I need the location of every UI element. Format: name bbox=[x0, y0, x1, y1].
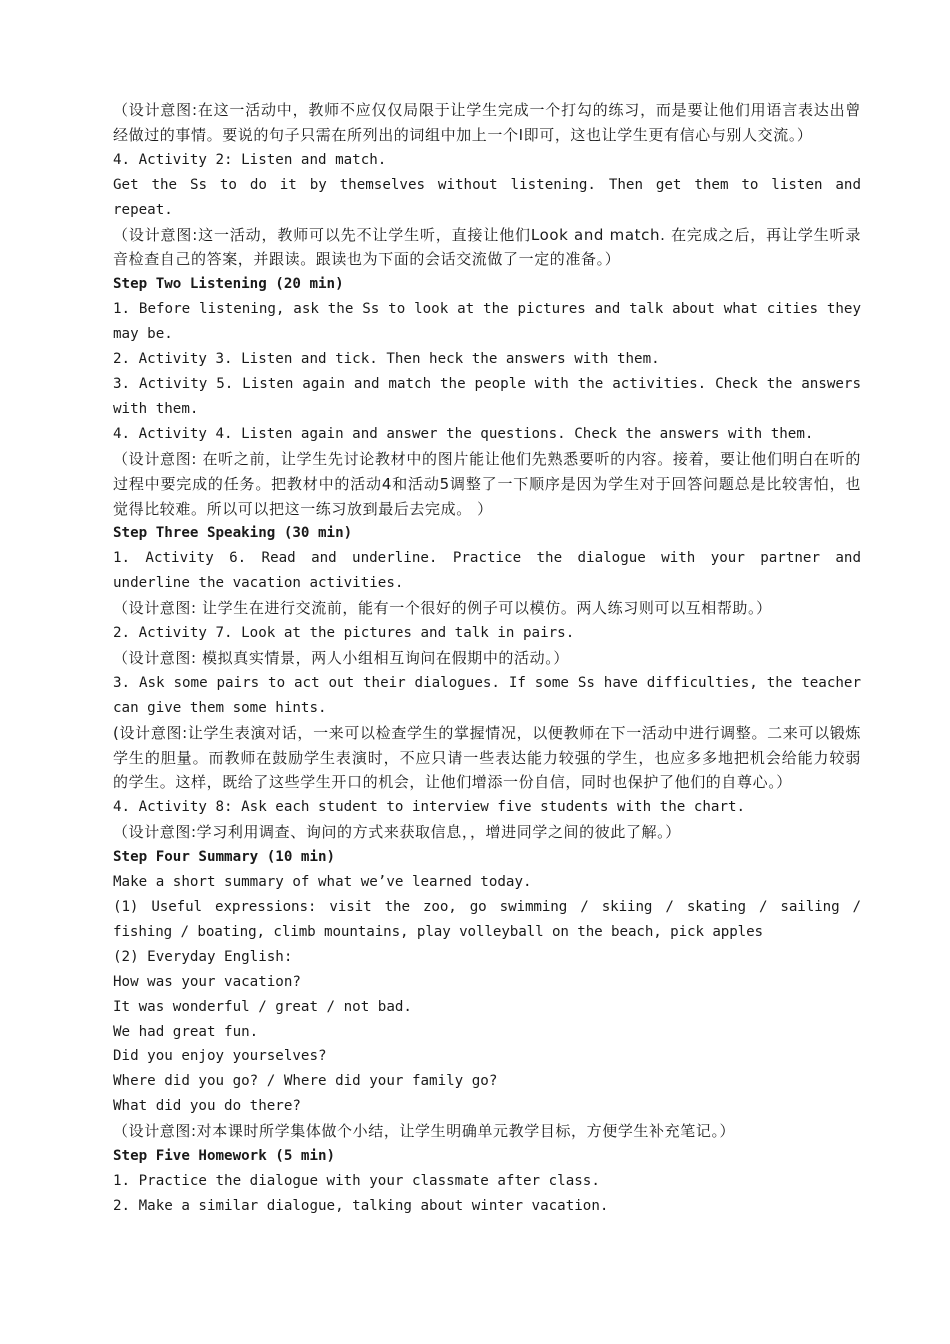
useful-expressions: (1) Useful expressions: visit the zoo, go swimming / skiing / skating / sailing / fishing / boating, climb mountains, play volleyball on the beach, pick apples bbox=[113, 899, 861, 940]
activity-item: 4. Activity 2: Listen and match. bbox=[113, 151, 387, 168]
design-intent-note: （设计意图: 模拟真实情景，两人小组相互询问在假期中的活动。） bbox=[113, 648, 569, 667]
everyday-english-label: (2) Everyday English: bbox=[113, 948, 293, 965]
activity-item: 2. Activity 7. Look at the pictures and talk in pairs. bbox=[113, 625, 575, 642]
design-intent-note: （设计意图:对本课时所学集体做个小结，让学生明确单元教学目标，方便学生补充笔记。） bbox=[113, 1122, 736, 1141]
design-intent-note: （设计意图: 让学生在进行交流前，能有一个很好的例子可以模仿。两人练习则可以互相帮助。） bbox=[113, 599, 772, 618]
design-intent-note: （设计意图:在这一活动中，教师不应仅仅局限于让学生完成一个打勾的练习，而是要让他们用语言表达出曾经做过的事情。要说的句子只需在所列出的词组中加上一个I即可，这也让学生更有信心与别人交流。） bbox=[113, 101, 861, 144]
activity-item: 1. Activity 6. Read and underline. Practice the dialogue with your partner and underline the vacation activities. bbox=[113, 550, 861, 592]
everyday-english-line: Where did you go? / Where did your family go? bbox=[113, 1073, 498, 1090]
everyday-english-line: We had great fun. bbox=[113, 1023, 259, 1040]
design-intent-note: （设计意图:这一活动，教师可以先不让学生听，直接让他们Look and match. 在完成之后，再让学生听录音检查自己的答案，并跟读。跟读也为下面的会话交流做了一定的准备。） bbox=[113, 225, 861, 269]
everyday-english-line: How was your vacation? bbox=[113, 973, 301, 990]
homework-item: 2. Make a similar dialogue, talking about winter vacation. bbox=[113, 1197, 609, 1214]
document-body bbox=[113, 98, 861, 1219]
activity-item: 4. Activity 4. Listen again and answer the questions. Check the answers with them. bbox=[113, 425, 814, 442]
step-heading-speaking: Step Three Speaking (30 min) bbox=[113, 525, 353, 542]
everyday-english-line: Did you enjoy yourselves? bbox=[113, 1048, 327, 1065]
design-intent-note: （设计意图:学习利用调查、询问的方式来获取信息，，增进同学之间的彼此了解。） bbox=[113, 823, 681, 842]
activity-item: 4. Activity 8: Ask each student to interview five students with the chart. bbox=[113, 799, 746, 816]
activity-item: 2. Activity 3. Listen and tick. Then heck the answers with them. bbox=[113, 351, 660, 368]
instruction-text: Get the Ss to do it by themselves without listening. Then get them to listen and repeat. bbox=[113, 176, 861, 218]
everyday-english-line: It was wonderful / great / not bad. bbox=[113, 998, 412, 1015]
design-intent-note: （设计意图: 在听之前，让学生先讨论教材中的图片能让他们先熟悉要听的内容。接着，要让他们明白在听的过程中要完成的任务。把教材中的活动4和活动5调整了一下顺序是因为学生对于回答问题总是比较害怕，也觉得比较难。所以可以把这一练习放到最后去完成。 ） bbox=[113, 449, 861, 518]
step-heading-homework: Step Five Homework (5 min) bbox=[113, 1148, 336, 1165]
activity-item: 3. Activity 5. Listen again and match the people with the activities. Check the answers with them. bbox=[113, 375, 861, 417]
design-intent-note: (设计意图:让学生表演对话，一来可以检查学生的掌握情况，以便教师在下一活动中进行调整。二来可以锻炼学生的胆量。而教师在鼓励学生表演时，不应只请一些表达能力较强的学生，也应多多地把机会给能力较弱的学生。这样，既给了这些学生开口的机会，让他们增添一份自信，同时也保护了他们的自尊心。） bbox=[113, 723, 861, 792]
activity-item: 1. Before listening, ask the Ss to look at the pictures and talk about what cities they may be. bbox=[113, 301, 861, 343]
everyday-english-line: What did you do there? bbox=[113, 1098, 301, 1115]
homework-item: 1. Practice the dialogue with your classmate after class. bbox=[113, 1172, 600, 1189]
step-heading-summary: Step Four Summary (10 min) bbox=[113, 849, 336, 866]
summary-text: Make a short summary of what we’ve learned today. bbox=[113, 874, 532, 891]
activity-item: 3. Ask some pairs to act out their dialogues. If some Ss have difficulties, the teacher can give them some hints. bbox=[113, 674, 861, 716]
step-heading-listening: Step Two Listening (20 min) bbox=[113, 276, 344, 293]
